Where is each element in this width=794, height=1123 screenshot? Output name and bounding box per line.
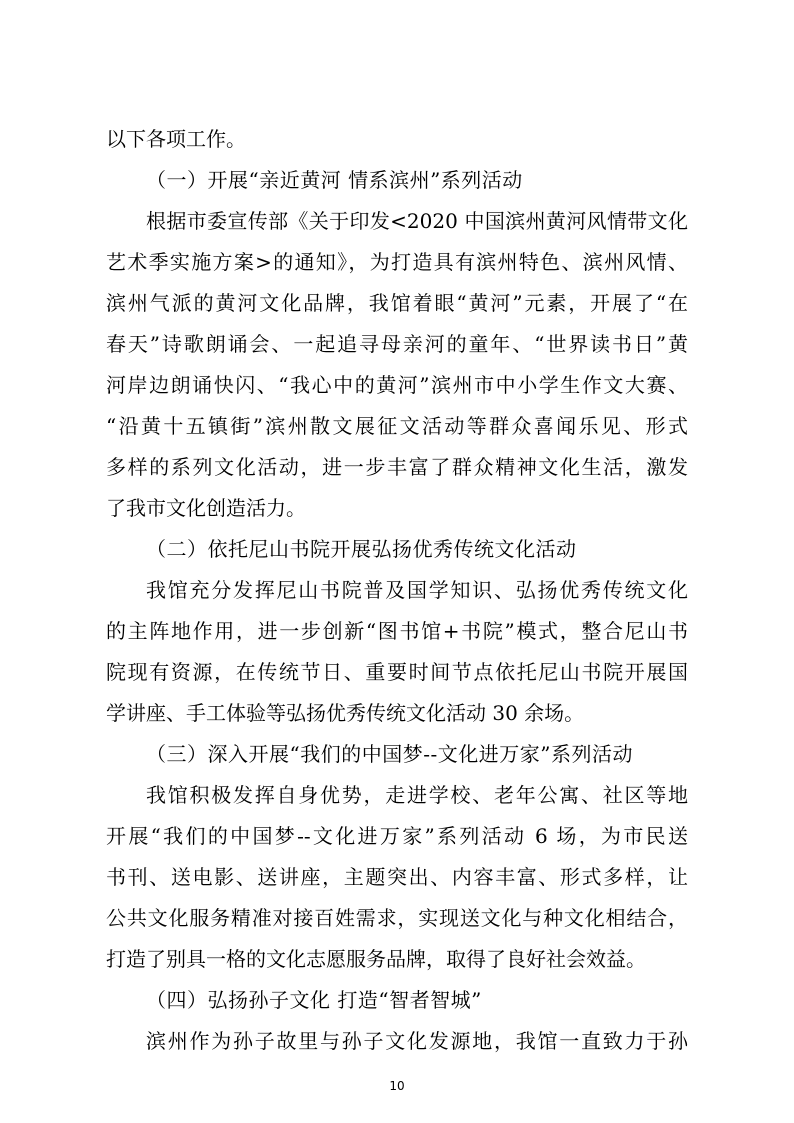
paragraph-line: 书刊、送电影、送讲座，主题突出、内容丰富、形式多样，让 bbox=[106, 865, 688, 889]
paragraph-line: 我馆充分发挥尼山书院普及国学知识、弘扬优秀传统文化 bbox=[146, 578, 688, 602]
paragraph-line: 以下各项工作。 bbox=[106, 127, 246, 151]
paragraph-line: 滨州作为孙子故里与孙子文化发源地，我馆一直致力于孙 bbox=[146, 1029, 688, 1053]
section-heading-2: （二）依托尼山书院开展弘扬优秀传统文化活动 bbox=[146, 537, 577, 561]
paragraph-line: 开展“我们的中国梦--文化进万家”系列活动 6 场，为市民送 bbox=[106, 824, 688, 848]
paragraph-line: “沿黄十五镇街”滨州散文展征文活动等群众喜闻乐见、形式 bbox=[106, 414, 688, 438]
paragraph-line: 多样的系列文化活动，进一步丰富了群众精神文化生活，激发 bbox=[106, 455, 688, 479]
section-heading-3: （三）深入开展“我们的中国梦--文化进万家”系列活动 bbox=[146, 742, 633, 766]
paragraph-line: 的主阵地作用，进一步创新“图书馆+书院”模式，整合尼山书 bbox=[106, 619, 688, 643]
paragraph-line: 滨州气派的黄河文化品牌，我馆着眼“黄河”元素，开展了“在 bbox=[106, 291, 688, 315]
section-heading-1: （一）开展“亲近黄河 情系滨州”系列活动 bbox=[146, 168, 523, 192]
paragraph-line: 根据市委宣传部《关于印发<2020 中国滨州黄河风情带文化 bbox=[146, 209, 688, 233]
paragraph-line: 春天”诗歌朗诵会、一起追寻母亲河的童年、“世界读书日”黄 bbox=[106, 332, 688, 356]
paragraph-line: 艺术季实施方案>的通知》，为打造具有滨州特色、滨州风情、 bbox=[106, 250, 688, 274]
paragraph-line: 打造了别具一格的文化志愿服务品牌，取得了良好社会效益。 bbox=[106, 947, 646, 971]
paragraph-line: 了我市文化创造活力。 bbox=[106, 496, 306, 520]
paragraph-line: 院现有资源，在传统节日、重要时间节点依托尼山书院开展国 bbox=[106, 660, 688, 684]
section-heading-4: （四）弘扬孙子文化 打造“智者智城” bbox=[146, 988, 482, 1012]
paragraph-line: 公共文化服务精准对接百姓需求，实现送文化与种文化相结合， bbox=[106, 906, 688, 930]
paragraph-line: 学讲座、手工体验等弘扬优秀传统文化活动 30 余场。 bbox=[106, 701, 585, 725]
page-number: 10 bbox=[389, 1079, 405, 1093]
paragraph-line: 我馆积极发挥自身优势，走进学校、老年公寓、社区等地 bbox=[146, 783, 688, 807]
paragraph-line: 河岸边朗诵快闪、“我心中的黄河”滨州市中小学生作文大赛、 bbox=[106, 373, 688, 397]
